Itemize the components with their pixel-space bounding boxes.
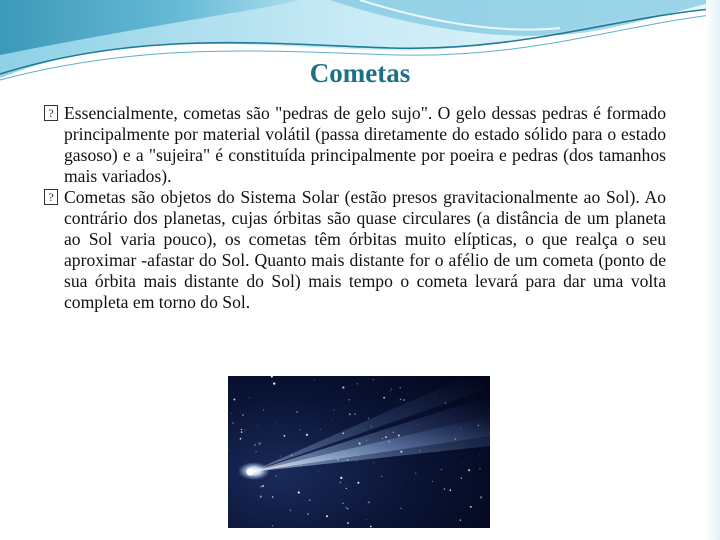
bullet-item — [44, 187, 666, 313]
star — [461, 477, 462, 478]
star — [399, 387, 401, 389]
star — [276, 422, 277, 423]
star — [332, 419, 333, 420]
star — [460, 519, 461, 520]
star — [354, 413, 355, 414]
star — [342, 503, 343, 504]
star — [306, 434, 308, 436]
star — [390, 391, 391, 392]
star — [260, 486, 262, 488]
star — [263, 409, 264, 410]
star — [260, 495, 262, 497]
star — [232, 422, 234, 424]
star — [348, 399, 349, 400]
star — [373, 379, 374, 380]
star — [347, 508, 349, 510]
star — [298, 521, 299, 522]
star — [479, 454, 480, 455]
star — [357, 482, 359, 484]
slide-title: Cometas — [309, 58, 411, 88]
star — [240, 438, 242, 440]
star — [347, 522, 349, 524]
star — [233, 399, 235, 401]
star — [254, 444, 256, 446]
star — [400, 398, 402, 400]
star — [242, 414, 244, 416]
star — [307, 513, 309, 515]
star — [480, 496, 482, 498]
bullet-text: Essencialmente, cometas são "pedras de gelo sujo". O gelo dessas pedras é formado principalmente por material volátil (passa diretamente do estado sólido para o estado gasoso) e a "sujeira" é constituída principalmente por poeira e pedras (dos tamanhos mais variados). — [64, 103, 666, 186]
star — [296, 411, 298, 413]
star — [468, 469, 470, 471]
star — [272, 381, 273, 382]
star — [366, 519, 367, 520]
star — [241, 431, 242, 432]
bullet-list — [44, 103, 666, 313]
star — [415, 473, 416, 474]
comet-photo — [228, 376, 490, 528]
star — [300, 429, 301, 430]
star — [400, 508, 401, 509]
star — [249, 397, 250, 398]
star — [403, 399, 405, 401]
star — [231, 413, 232, 414]
star — [244, 430, 245, 431]
star — [241, 429, 242, 430]
star — [449, 489, 451, 491]
star — [432, 481, 433, 482]
star — [340, 477, 342, 479]
star — [441, 469, 443, 471]
star — [339, 482, 341, 484]
star — [349, 413, 351, 415]
star — [479, 468, 480, 469]
star — [314, 380, 315, 381]
star — [272, 496, 274, 498]
star — [280, 456, 281, 457]
star — [290, 510, 291, 511]
star — [353, 439, 354, 440]
bullet-text: Cometas são objetos do Sistema Solar (estão presos gravitacionalmente ao Sol). Ao contrário dos planetas, cujas órbitas são quase circulares (a distância de um planeta ao Sol varia pouco), os cometas têm órbitas muito elípticas, o que realça o seu aproximar -afastar do Sol. Quanto mais distante for o afélio de um cometa (ponto de sua órbita mais distante do Sol) mais tempo o cometa levará para dar uma volta completa em torno do Sol. — [64, 187, 666, 312]
comet-illustration — [228, 376, 490, 528]
star — [309, 499, 310, 500]
star — [342, 386, 344, 388]
star — [257, 426, 258, 427]
star — [346, 488, 347, 489]
star — [357, 383, 358, 384]
star — [318, 471, 319, 472]
star — [444, 488, 446, 490]
star — [381, 476, 382, 477]
star — [356, 461, 357, 462]
star — [298, 491, 300, 493]
star — [345, 507, 346, 508]
star — [462, 462, 463, 463]
bullet-item — [44, 103, 666, 187]
star — [326, 515, 328, 517]
star — [272, 525, 273, 526]
star — [368, 418, 369, 419]
star — [248, 510, 249, 511]
box-bullet-icon: ? — [44, 189, 58, 205]
star — [273, 382, 275, 384]
star — [333, 409, 334, 410]
box-bullet-icon: ? — [44, 105, 58, 121]
star — [255, 451, 256, 452]
star — [368, 501, 370, 503]
star — [383, 397, 385, 399]
star — [276, 475, 277, 476]
star — [258, 442, 260, 444]
star — [283, 435, 285, 437]
star — [470, 506, 472, 508]
star — [391, 388, 392, 389]
star — [262, 485, 264, 487]
star — [370, 526, 372, 528]
star — [320, 429, 321, 430]
star — [373, 462, 374, 463]
